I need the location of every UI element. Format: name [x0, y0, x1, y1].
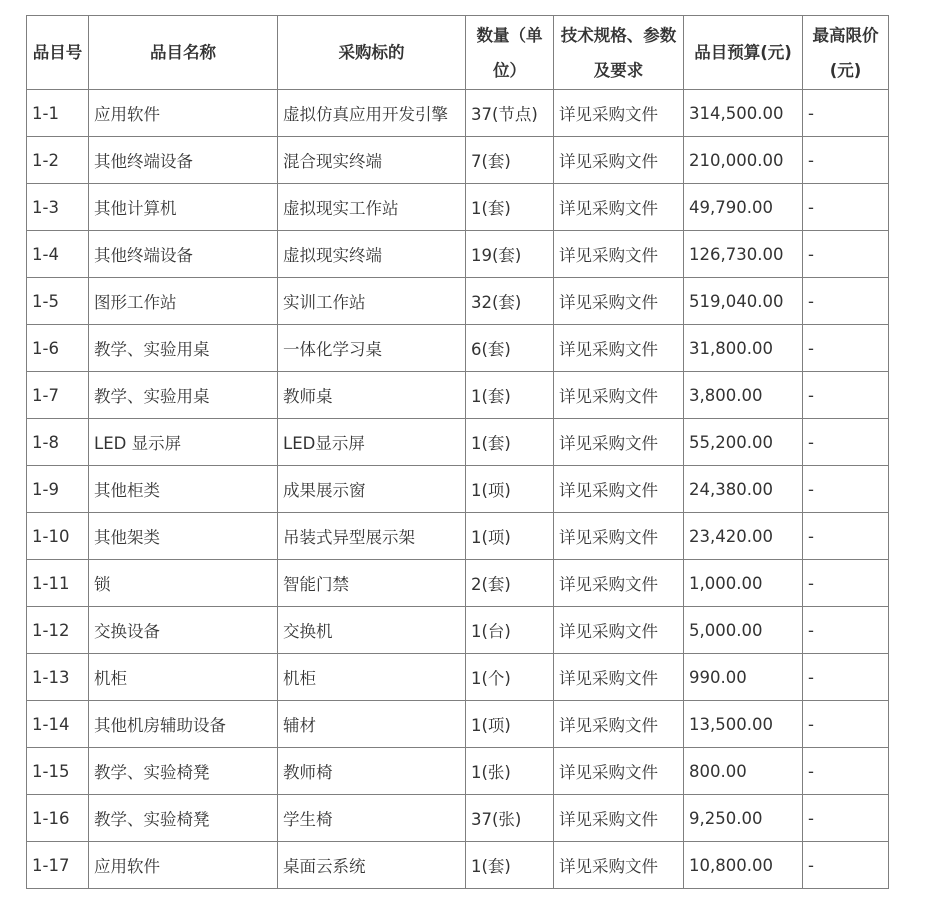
cell-category: 其他计算机 [89, 184, 278, 231]
cell-spec: 详见采购文件 [554, 278, 684, 325]
cell-max-price: - [803, 90, 889, 137]
cell-budget: 49,790.00 [684, 184, 803, 231]
header-category: 品目名称 [89, 16, 278, 90]
table-row [27, 795, 889, 842]
cell-spec: 详见采购文件 [554, 607, 684, 654]
cell-procurement-item: 混合现实终端 [278, 137, 466, 184]
cell-max-price: - [803, 419, 889, 466]
cell-item-no: 1-16 [27, 795, 89, 842]
cell-spec: 详见采购文件 [554, 325, 684, 372]
cell-budget: 3,800.00 [684, 372, 803, 419]
cell-quantity: 1(项) [466, 466, 554, 513]
cell-budget: 23,420.00 [684, 513, 803, 560]
cell-max-price: - [803, 513, 889, 560]
cell-budget: 126,730.00 [684, 231, 803, 278]
cell-spec: 详见采购文件 [554, 748, 684, 795]
cell-category: 应用软件 [89, 90, 278, 137]
cell-category: 其他架类 [89, 513, 278, 560]
cell-budget: 13,500.00 [684, 701, 803, 748]
cell-quantity: 1(项) [466, 701, 554, 748]
cell-max-price: - [803, 466, 889, 513]
header-quantity: 数量（单位） [466, 16, 554, 90]
table-row [27, 654, 889, 701]
cell-procurement-item: 实训工作站 [278, 278, 466, 325]
table-row [27, 513, 889, 560]
cell-max-price: - [803, 325, 889, 372]
cell-category: 图形工作站 [89, 278, 278, 325]
cell-quantity: 1(套) [466, 419, 554, 466]
table-row [27, 560, 889, 607]
cell-item-no: 1-1 [27, 90, 89, 137]
cell-item-no: 1-8 [27, 419, 89, 466]
cell-quantity: 19(套) [466, 231, 554, 278]
header-spec: 技术规格、参数及要求 [554, 16, 684, 90]
cell-category: LED 显示屏 [89, 419, 278, 466]
cell-spec: 详见采购文件 [554, 560, 684, 607]
cell-max-price: - [803, 137, 889, 184]
header-budget: 品目预算(元) [684, 16, 803, 90]
cell-spec: 详见采购文件 [554, 137, 684, 184]
cell-category: 锁 [89, 560, 278, 607]
cell-item-no: 1-13 [27, 654, 89, 701]
cell-category: 其他终端设备 [89, 231, 278, 278]
cell-max-price: - [803, 748, 889, 795]
cell-quantity: 37(节点) [466, 90, 554, 137]
table-row [27, 419, 889, 466]
cell-quantity: 1(套) [466, 372, 554, 419]
table-row [27, 137, 889, 184]
table-row [27, 372, 889, 419]
cell-category: 其他机房辅助设备 [89, 701, 278, 748]
cell-category: 其他柜类 [89, 466, 278, 513]
cell-max-price: - [803, 231, 889, 278]
cell-procurement-item: 交换机 [278, 607, 466, 654]
cell-procurement-item: 桌面云系统 [278, 842, 466, 889]
table-row [27, 842, 889, 889]
cell-budget: 800.00 [684, 748, 803, 795]
cell-category: 交换设备 [89, 607, 278, 654]
cell-item-no: 1-17 [27, 842, 89, 889]
cell-quantity: 1(套) [466, 184, 554, 231]
cell-item-no: 1-2 [27, 137, 89, 184]
table-row [27, 90, 889, 137]
cell-item-no: 1-9 [27, 466, 89, 513]
table-row [27, 231, 889, 278]
cell-spec: 详见采购文件 [554, 466, 684, 513]
cell-spec: 详见采购文件 [554, 184, 684, 231]
cell-procurement-item: 智能门禁 [278, 560, 466, 607]
cell-procurement-item: 机柜 [278, 654, 466, 701]
header-max-price: 最高限价(元) [803, 16, 889, 90]
cell-procurement-item: 吊装式异型展示架 [278, 513, 466, 560]
cell-procurement-item: LED显示屏 [278, 419, 466, 466]
cell-max-price: - [803, 184, 889, 231]
cell-budget: 31,800.00 [684, 325, 803, 372]
cell-procurement-item: 一体化学习桌 [278, 325, 466, 372]
table-row [27, 184, 889, 231]
table-row [27, 701, 889, 748]
cell-max-price: - [803, 701, 889, 748]
cell-max-price: - [803, 560, 889, 607]
header-procurement-item: 采购标的 [278, 16, 466, 90]
header-item-no: 品目号 [27, 16, 89, 90]
cell-procurement-item: 虚拟现实工作站 [278, 184, 466, 231]
cell-max-price: - [803, 278, 889, 325]
cell-budget: 519,040.00 [684, 278, 803, 325]
cell-budget: 9,250.00 [684, 795, 803, 842]
cell-budget: 990.00 [684, 654, 803, 701]
table-row [27, 325, 889, 372]
cell-item-no: 1-12 [27, 607, 89, 654]
cell-spec: 详见采购文件 [554, 795, 684, 842]
cell-procurement-item: 虚拟仿真应用开发引擎 [278, 90, 466, 137]
cell-spec: 详见采购文件 [554, 842, 684, 889]
table-header-row [27, 16, 889, 90]
cell-category: 其他终端设备 [89, 137, 278, 184]
cell-quantity: 1(张) [466, 748, 554, 795]
cell-spec: 详见采购文件 [554, 513, 684, 560]
cell-procurement-item: 教师椅 [278, 748, 466, 795]
cell-quantity: 1(个) [466, 654, 554, 701]
procurement-table [26, 15, 889, 889]
cell-budget: 1,000.00 [684, 560, 803, 607]
table-body [27, 90, 889, 889]
cell-max-price: - [803, 795, 889, 842]
cell-category: 机柜 [89, 654, 278, 701]
cell-item-no: 1-15 [27, 748, 89, 795]
cell-item-no: 1-11 [27, 560, 89, 607]
cell-category: 教学、实验用桌 [89, 325, 278, 372]
cell-item-no: 1-7 [27, 372, 89, 419]
cell-budget: 210,000.00 [684, 137, 803, 184]
cell-procurement-item: 学生椅 [278, 795, 466, 842]
table-row [27, 466, 889, 513]
cell-quantity: 1(台) [466, 607, 554, 654]
cell-spec: 详见采购文件 [554, 654, 684, 701]
cell-max-price: - [803, 607, 889, 654]
cell-item-no: 1-14 [27, 701, 89, 748]
cell-quantity: 37(张) [466, 795, 554, 842]
cell-max-price: - [803, 372, 889, 419]
cell-budget: 24,380.00 [684, 466, 803, 513]
cell-spec: 详见采购文件 [554, 90, 684, 137]
cell-quantity: 2(套) [466, 560, 554, 607]
cell-budget: 10,800.00 [684, 842, 803, 889]
cell-spec: 详见采购文件 [554, 231, 684, 278]
cell-spec: 详见采购文件 [554, 419, 684, 466]
cell-procurement-item: 教师桌 [278, 372, 466, 419]
cell-item-no: 1-10 [27, 513, 89, 560]
cell-quantity: 1(项) [466, 513, 554, 560]
cell-category: 应用软件 [89, 842, 278, 889]
cell-spec: 详见采购文件 [554, 372, 684, 419]
cell-procurement-item: 辅材 [278, 701, 466, 748]
cell-procurement-item: 虚拟现实终端 [278, 231, 466, 278]
cell-procurement-item: 成果展示窗 [278, 466, 466, 513]
cell-quantity: 6(套) [466, 325, 554, 372]
cell-category: 教学、实验用桌 [89, 372, 278, 419]
cell-item-no: 1-3 [27, 184, 89, 231]
cell-budget: 55,200.00 [684, 419, 803, 466]
cell-item-no: 1-4 [27, 231, 89, 278]
cell-item-no: 1-6 [27, 325, 89, 372]
cell-quantity: 1(套) [466, 842, 554, 889]
cell-max-price: - [803, 654, 889, 701]
table-row [27, 278, 889, 325]
cell-budget: 314,500.00 [684, 90, 803, 137]
cell-budget: 5,000.00 [684, 607, 803, 654]
cell-quantity: 32(套) [466, 278, 554, 325]
cell-quantity: 7(套) [466, 137, 554, 184]
cell-max-price: - [803, 842, 889, 889]
cell-item-no: 1-5 [27, 278, 89, 325]
table-row [27, 748, 889, 795]
cell-category: 教学、实验椅凳 [89, 748, 278, 795]
cell-spec: 详见采购文件 [554, 701, 684, 748]
cell-category: 教学、实验椅凳 [89, 795, 278, 842]
table-row [27, 607, 889, 654]
